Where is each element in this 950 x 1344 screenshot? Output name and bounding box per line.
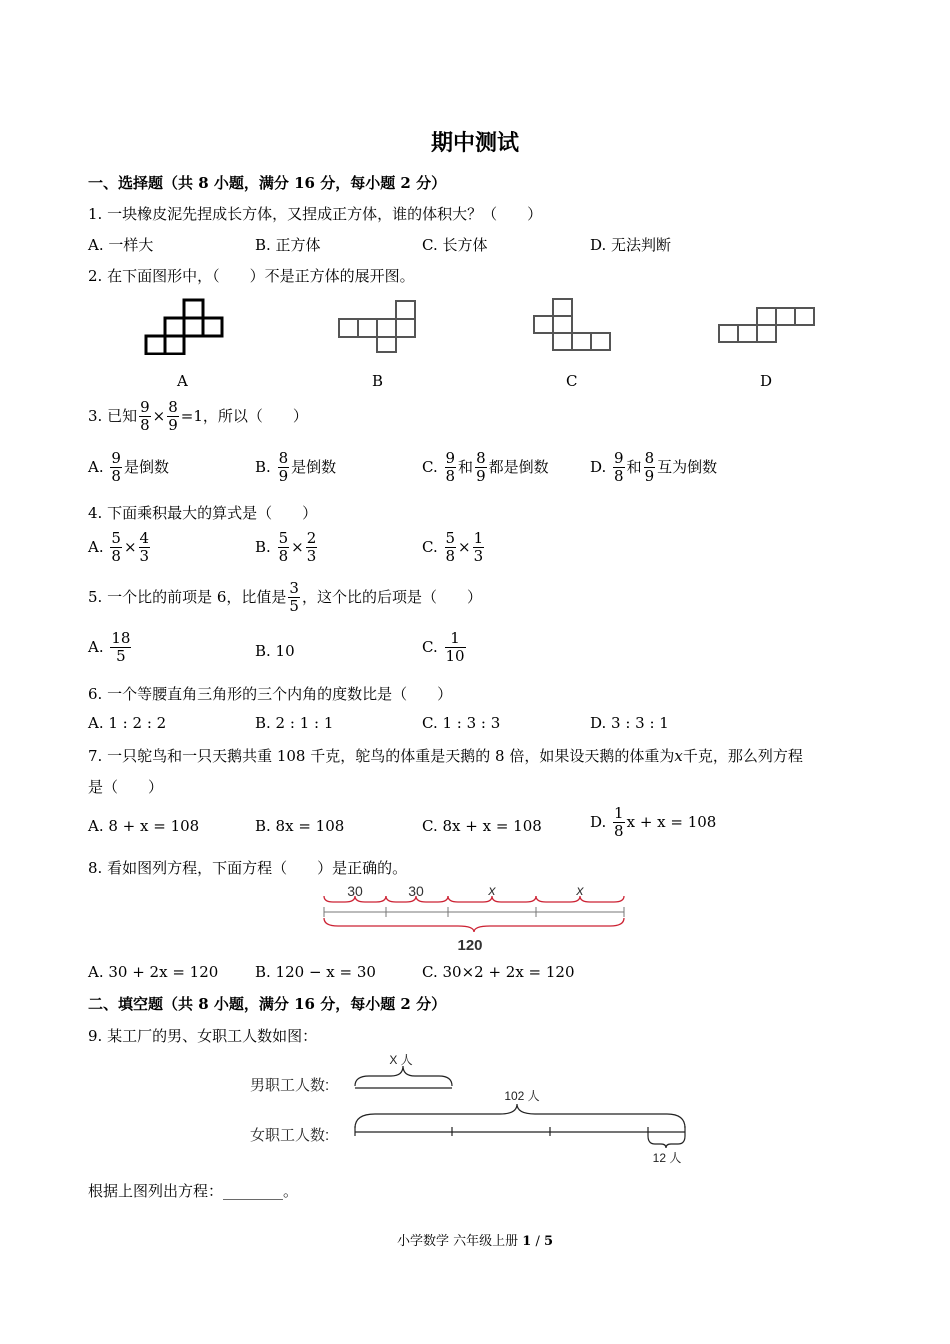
question-7-line-2: 是（ ） <box>88 778 164 796</box>
q1-option-d: D. 无法判断 <box>590 236 672 254</box>
question-2: 2. 在下面图形中，（ ）不是正方体的展开图。 <box>88 267 415 285</box>
q3-option-a: A. $\frac{9}{8}$ 是倒数 <box>88 449 169 486</box>
question-4: 4. 下面乘积最大的算式是（ ） <box>88 504 318 522</box>
q8-option-b: B. 120 − x = 30 <box>255 963 376 981</box>
question-5: 5. 一个比的前项是 6，比值是 $\frac{3}{5}$ ，这个比的后项是（ ） <box>88 579 482 616</box>
q5-option-a: A. $\frac{18}{5}$ <box>88 629 131 666</box>
footer-page: 1 <box>522 1234 532 1249</box>
q2-label-c: C <box>566 372 578 390</box>
q7-option-c: C. 8x + x = 108 <box>422 817 542 835</box>
q4-option-c: C. $\frac{5}{8}$ × $\frac{1}{3}$ <box>422 529 484 566</box>
q6-option-d: D. 3 : 3 : 1 <box>590 714 669 732</box>
q5-option-c: C. $\frac{1}{10}$ <box>422 629 465 666</box>
q7-option-b: B. 8x = 108 <box>255 817 345 835</box>
page-footer <box>0 1230 950 1249</box>
q8-option-a: A. 30 + 2x = 120 <box>88 963 219 981</box>
q4-option-a: A. $\frac{5}{8}$ × $\frac{4}{3}$ <box>88 529 150 566</box>
cube-net-b <box>335 296 425 354</box>
q6-option-c: C. 1 : 3 : 3 <box>422 714 501 732</box>
q3-option-b: B. $\frac{8}{9}$ 是倒数 <box>255 449 337 486</box>
section-heading-choice: 一、选择题（共 8 小题，满分 16 分，每小题 2 分） <box>88 174 447 192</box>
q2-label-a: A <box>177 372 188 390</box>
q3-option-d: D. $\frac{9}{8}$ 和 $\frac{8}{9}$ 互为倒数 <box>590 449 718 486</box>
question-7-line-1: 7. 一只鸵鸟和一只天鹅共重 108 千克，鸵鸟的体重是天鹅的 8 倍，如果设天鹅的体重为x千克，那么列方程 <box>88 747 803 765</box>
cube-net-c <box>528 296 618 354</box>
q9-male-value: X 人 <box>389 1053 413 1067</box>
q6-option-a: A. 1 : 2 : 2 <box>88 714 167 732</box>
section-heading-fill: 二、填空题（共 8 小题，满分 16 分，每小题 2 分） <box>88 995 447 1013</box>
question-8: 8. 看如图列方程，下面方程（ ）是正确的。 <box>88 859 408 877</box>
q5-option-b: B. 10 <box>255 642 295 660</box>
q1-option-c: C. 长方体 <box>422 236 488 254</box>
q9-segment-diagram <box>245 1048 715 1172</box>
q3-fraction-2: $\frac{8}{9}$ <box>168 398 178 435</box>
footer-total: 5 <box>543 1234 554 1249</box>
q9-answer-line: 根据上图列出方程：________。 <box>88 1182 299 1200</box>
q9-male-label: 男职工人数: <box>250 1077 330 1094</box>
q2-label-d: D <box>760 372 773 390</box>
q4-option-b: B. $\frac{5}{8}$ × $\frac{2}{3}$ <box>255 529 317 566</box>
q8-option-c: C. 30×2 + 2x = 120 <box>422 963 575 981</box>
footer-text: 小学数学 六年级上册 <box>396 1234 519 1249</box>
question-3: 3. 已知 $\frac{9}{8}$ × $\frac{8}{9}$ =1，所以（ ） <box>88 398 308 435</box>
q8-label-x-a: x <box>488 882 496 898</box>
cube-net-a <box>140 295 230 355</box>
q1-option-b: B. 正方体 <box>255 236 321 254</box>
q8-segment-diagram <box>318 880 630 954</box>
q9-extra-label: 12 人 <box>652 1151 682 1165</box>
q8-label-x-b: x <box>576 882 584 898</box>
q9-total-label: 102 人 <box>504 1089 540 1103</box>
q3-fraction-1: $\frac{9}{8}$ <box>140 398 150 435</box>
question-1: 1. 一块橡皮泥先捏成长方体，又捏成正方体，谁的体积大？（ ） <box>88 205 543 223</box>
cube-net-d <box>713 305 823 347</box>
q8-label-30-b: 30 <box>408 883 424 899</box>
q1-option-a: A. 一样大 <box>88 236 154 254</box>
q7-option-a: A. 8 + x = 108 <box>88 817 200 835</box>
q3-prefix: 3. 已知 <box>88 406 138 425</box>
question-9: 9. 某工厂的男、女职工人数如图： <box>88 1027 318 1045</box>
q6-option-b: B. 2 : 1 : 1 <box>255 714 334 732</box>
footer-sep: / <box>535 1234 540 1249</box>
q3-option-c: C. $\frac{9}{8}$ 和 $\frac{8}{9}$ 都是倒数 <box>422 449 549 486</box>
q8-label-30-a: 30 <box>347 883 363 899</box>
q7-option-d: D. $\frac{1}{8}$ x + x = 108 <box>590 804 717 841</box>
page-title: 期中测试 <box>430 130 519 156</box>
q8-label-total: 120 <box>457 937 483 954</box>
q9-female-label: 女职工人数: <box>250 1127 330 1144</box>
question-6: 6. 一个等腰直角三角形的三个内角的度数比是（ ） <box>88 685 453 703</box>
q2-label-b: B <box>372 372 384 390</box>
